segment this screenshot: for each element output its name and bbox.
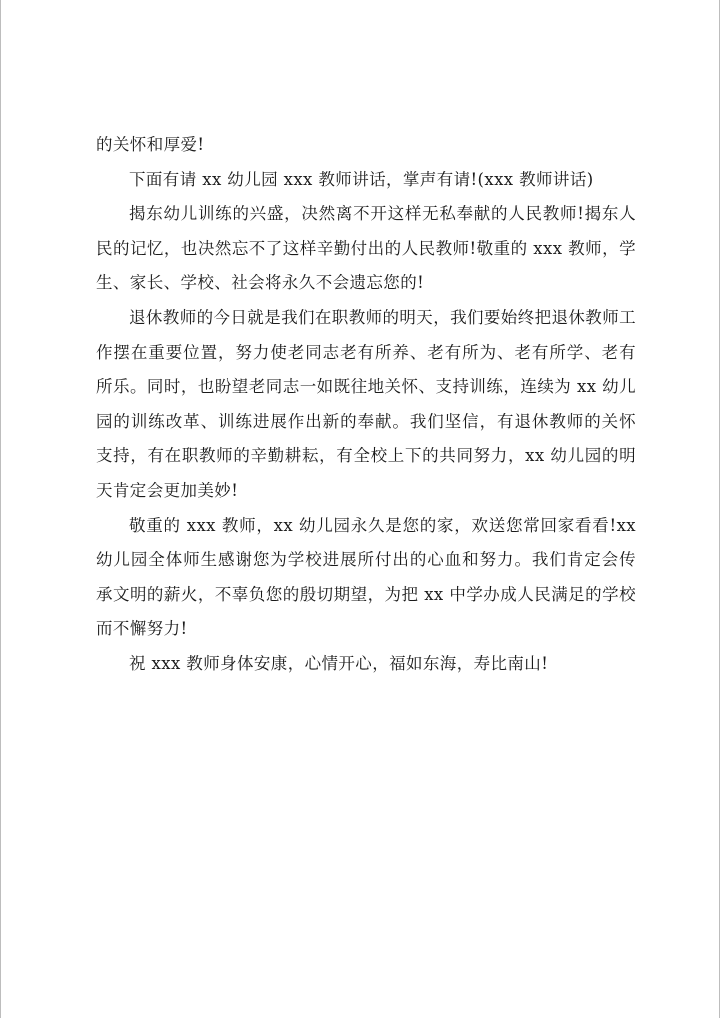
document-body bbox=[96, 128, 636, 682]
paragraph-5: 敬重的 xxx 教师，xx 幼儿园永久是您的家，欢送您常回家看看!xx 幼儿园全体师生感谢您为学校进展所付出的心血和努力。我们肯定会传承文明的薪火，不辜负您的殷切期望，为把 xx 中学办成人民满足的学校而不懈努力! bbox=[96, 515, 636, 639]
paragraph-1: 的关怀和厚爱! bbox=[96, 135, 205, 154]
paragraph-2: 下面有请 xx 幼儿园 xxx 教师讲话，掌声有请!(xxx 教师讲话) bbox=[129, 169, 594, 189]
paragraph-6: 祝 xxx 教师身体安康，心情开心，福如东海，寿比南山! bbox=[129, 653, 549, 673]
page-border-left bbox=[0, 0, 1, 1018]
paragraph-4: 退休教师的今日就是我们在职教师的明天，我们要始终把退休教师工作摆在重要位置，努力使老同志老有所养、老有所为、老有所学、老有所乐。同时，也盼望老同志一如既往地关怀、支持训练，连续为 xx 幼儿园的训练改革、训练进展作出新的奉献。我们坚信，有退休教师的关怀支持，有在职教师的辛勤耕耘，有全校上下的共同努力，xx 幼儿园的明天肯定会更加美妙! bbox=[96, 307, 636, 500]
paragraph-3: 揭东幼儿训练的兴盛，决然离不开这样无私奉献的人民教师!揭东人民的记忆，也决然忘不了这样辛勤付出的人民教师!敬重的 xxx 教师，学生、家长、学校、社会将永久不会遗忘您的! bbox=[96, 204, 636, 293]
